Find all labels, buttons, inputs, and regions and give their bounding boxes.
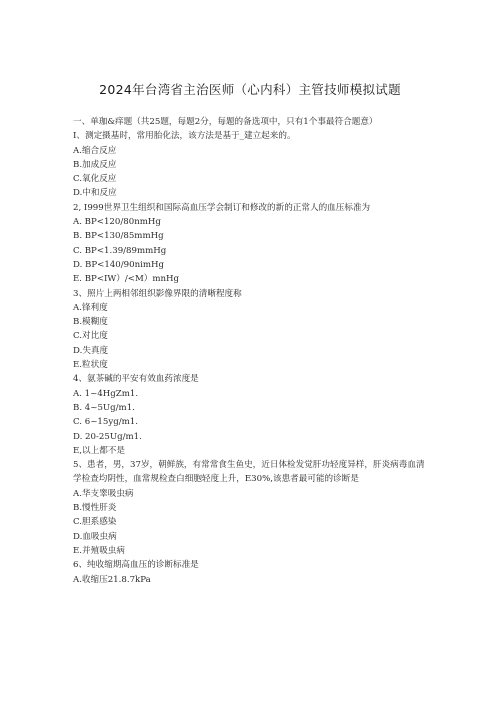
question-stem: 4、氨茶碱的平安有效血药浓度是 (73, 374, 199, 385)
answer-option: D.中和反应 (73, 188, 117, 199)
answer-option: B. BP<130/85mmHg (73, 231, 164, 242)
answer-option: E.并殖吸虫病 (73, 545, 125, 556)
answer-option: A. 1~4HgZm1. (73, 388, 139, 399)
section-header: 一、单珈&痒题（共25题，每题2分，每题的备选项中，只有1个事最符合题意） (73, 117, 378, 127)
answer-option: C.氧化反应 (73, 174, 117, 185)
answer-option: B.慢性肝炎 (73, 503, 117, 514)
question-stem: 5、患者，男，37岁，朝鲜族，有常常食生鱼史，近日体检发觉肝功轻度异样，肝炎病毒血清学检查均阴性，血常规检查白细胞轻度上升，E30%,该患者最可能的诊断是 (73, 460, 425, 485)
question-stem: I、测定摄基时，常用胎化法，该方法是基于_建立起来的。 (73, 131, 296, 142)
answer-option: A.华支睾吸虫病 (73, 488, 134, 499)
answer-option: B. 4~5Ug/m1. (73, 402, 135, 413)
question-stem: 6、纯收缩期高血压的诊断标准是 (73, 560, 199, 571)
question-stem: 3、照片上两相邻组织影像界限的清晰程度称 (73, 288, 242, 299)
question-stem: 2, I999世界卫生组织和国际高血压学会制订和修改的新的正常人的血压标准为 (73, 202, 371, 213)
answer-option: D. BP<140/90nimHg (73, 259, 165, 270)
answer-option: C. BP<1.39/89mmHg (73, 245, 167, 256)
answer-option: D. 20-25Ug/m1. (73, 431, 142, 442)
answer-option: D.血吸虫病 (73, 531, 117, 542)
answer-option: A. BP<120/80nmHg (73, 217, 161, 228)
answer-option: A.缩合反应 (73, 145, 117, 156)
answer-option: E.粒状度 (73, 360, 108, 371)
answer-option: B.加成反应 (73, 159, 117, 170)
answer-option: D.失真度 (73, 345, 109, 356)
exam-content (73, 115, 433, 587)
answer-option: E,以上都不是 (73, 445, 125, 456)
answer-option: B.模糊度 (73, 317, 108, 328)
answer-option: C.胆系感染 (73, 517, 117, 528)
answer-option: C.对比度 (73, 331, 108, 342)
answer-option: E. BP<IW）/<M）mnHg (73, 274, 180, 285)
answer-option: C. 6~15yg/m1. (73, 417, 138, 428)
answer-option: A.锋利度 (73, 302, 108, 313)
answer-option: A.收缩压21.8.7kPa (73, 574, 151, 585)
document-title: 2024年台湾省主治医师（心内科）主管技师模拟试题 (99, 82, 401, 97)
